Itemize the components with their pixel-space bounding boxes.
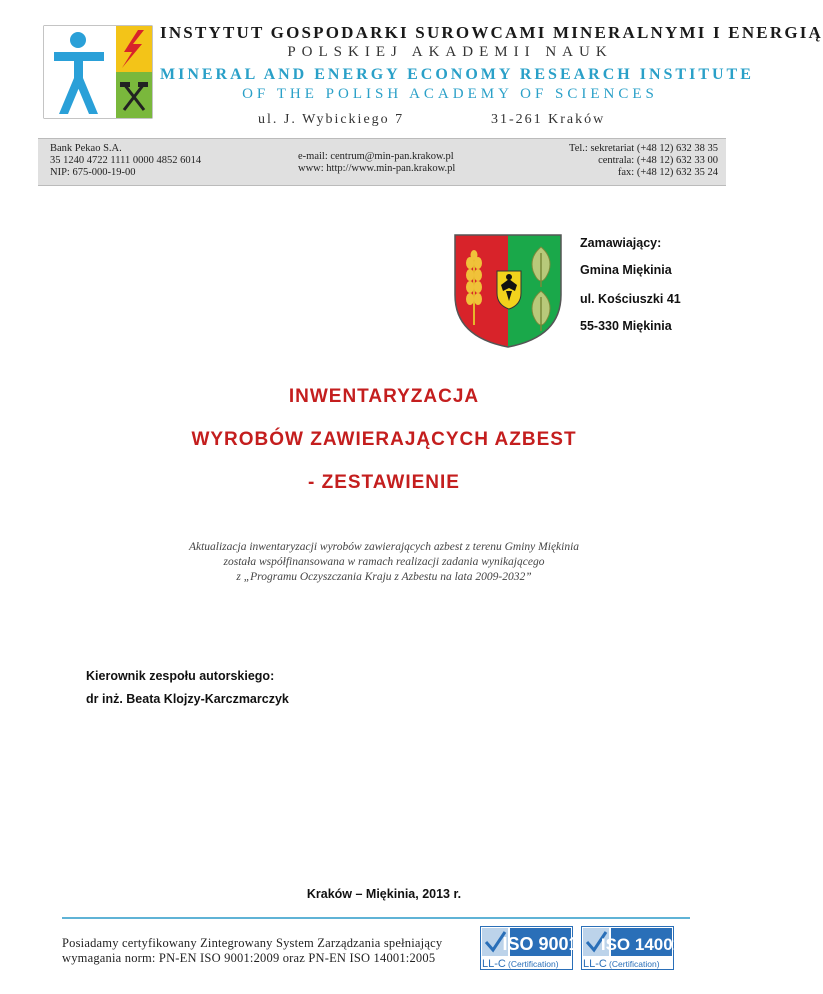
iso-9001-badge-icon bbox=[480, 926, 579, 970]
phone-secretariat: Tel.: sekretariat (+48 12) 632 38 35 bbox=[569, 143, 718, 154]
funding-note-line-1: Aktualizacja inwentaryzacji wyrobów zawierających azbest z terenu Gminy Miękinia bbox=[188, 541, 580, 553]
email-address[interactable]: e-mail: centrum@min-pan.krakow.pl bbox=[298, 151, 454, 162]
footer-divider bbox=[62, 917, 690, 919]
document-title-line-1: INWENTARYZACJA bbox=[288, 386, 480, 407]
client-label: Zamawiający: bbox=[580, 236, 662, 250]
institute-name-pl-subtitle: POLSKIEJ AKADEMII NAUK bbox=[287, 44, 613, 60]
footer-certification-line-1: Posiadamy certyfikowany Zintegrowany System Zarządzania spełniający bbox=[62, 936, 443, 950]
footer-certification-line-2: wymagania norm: PN-EN ISO 9001:2009 oraz PN-EN ISO 14001:2005 bbox=[62, 951, 436, 965]
institute-name-pl: INSTYTUT GOSPODARKI SUROWCAMI MINERALNYMI I ENERGIĄ bbox=[160, 23, 823, 42]
website-link[interactable]: www: http://www.min-pan.krakow.pl bbox=[298, 163, 456, 174]
contact-info-bar bbox=[38, 138, 726, 186]
iso-9001-cert-suffix: (Certification) bbox=[508, 959, 559, 969]
iso-9001-title: ISO 9001 bbox=[502, 934, 579, 954]
funding-note-line-3: z „Programu Oczyszczania Kraju z Azbestu na lata 2009-2032” bbox=[236, 571, 532, 583]
iso-14001-cert-suffix: (Certification) bbox=[609, 959, 660, 969]
funding-note-line-2: została współfinansowana w ramach realizacji zadania wynikającego bbox=[223, 556, 545, 568]
client-name: Gmina Miękinia bbox=[580, 263, 672, 277]
institute-city: 31-261 Kraków bbox=[491, 112, 606, 127]
institute-street: ul. J. Wybickiego 7 bbox=[258, 112, 405, 127]
bank-account: 35 1240 4722 1111 0000 4852 6014 bbox=[50, 155, 202, 166]
institute-name-en-subtitle: OF THE POLISH ACADEMY OF SCIENCES bbox=[242, 86, 658, 102]
bank-details bbox=[50, 143, 201, 179]
fax-number: fax: (+48 12) 632 35 24 bbox=[617, 167, 718, 178]
document-title-line-3: - ZESTAWIENIE bbox=[308, 472, 460, 493]
iso-14001-title: ISO 14001 bbox=[600, 935, 683, 954]
document-title-line-2: WYROBÓW ZAWIERAJĄCYCH AZBEST bbox=[191, 429, 577, 450]
iso-9001-cert-prefix: LL-C bbox=[482, 958, 506, 970]
institute-name-en: MINERAL AND ENERGY ECONOMY RESEARCH INSTITUTE bbox=[160, 66, 754, 83]
author-name: dr inż. Beata Klojzy-Karczmarczyk bbox=[86, 692, 289, 706]
web-contact bbox=[298, 151, 455, 175]
coat-of-arms-icon bbox=[453, 233, 563, 349]
institute-logo-icon bbox=[44, 26, 152, 118]
place-and-date: Kraków – Miękinia, 2013 r. bbox=[306, 887, 462, 901]
iso-14001-cert-prefix: LL-C bbox=[583, 958, 607, 970]
author-label: Kierownik zespołu autorskiego: bbox=[86, 669, 275, 683]
iso-14001-badge-icon bbox=[581, 926, 683, 970]
nip-number: NIP: 675-000-19-00 bbox=[50, 167, 136, 178]
bank-name: Bank Pekao S.A. bbox=[50, 143, 122, 154]
phone-central: centrala: (+48 12) 632 33 00 bbox=[598, 155, 718, 166]
phone-contact bbox=[569, 143, 718, 179]
client-city: 55-330 Miękinia bbox=[580, 319, 672, 333]
client-street: ul. Kościuszki 41 bbox=[580, 292, 681, 306]
